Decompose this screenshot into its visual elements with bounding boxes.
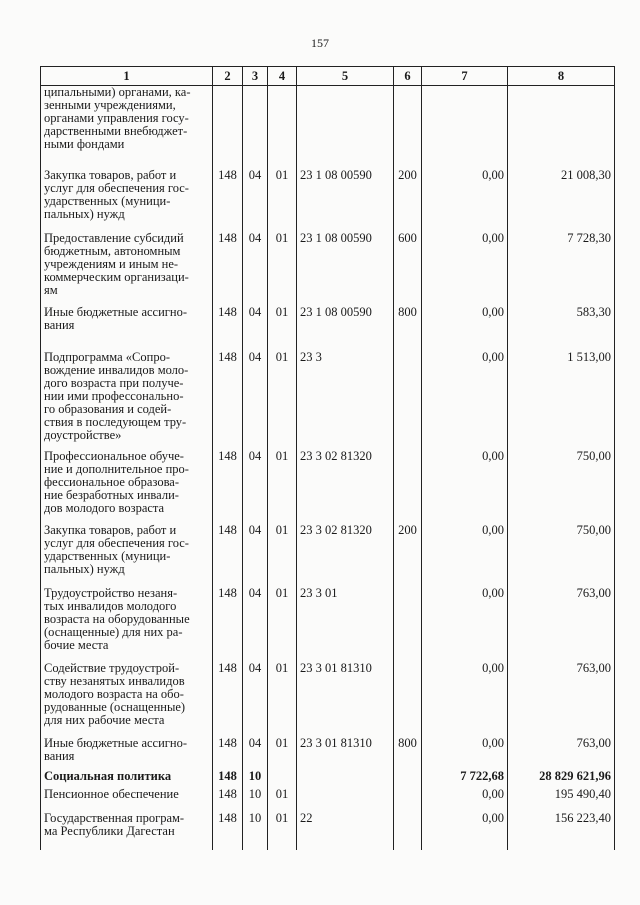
cell-rz: 04 (243, 516, 268, 579)
cell-v7: 0,00 (422, 161, 508, 224)
table-row (41, 86, 615, 161)
cell-v7: 0,00 (422, 808, 508, 850)
cell-pr (268, 764, 297, 785)
cell-rz: 04 (243, 579, 268, 654)
cell-name: Закупка товаров, работ и услуг для обеспечения гос- ударственных (муници- пальных) нужд (41, 516, 213, 579)
cell-rz: 10 (243, 785, 268, 808)
cell-csr: 22 (297, 808, 394, 850)
cell-vr: 200 (394, 161, 422, 224)
cell-gr: 148 (213, 298, 243, 343)
cell-rz: 04 (243, 224, 268, 298)
cell-rz: 04 (243, 343, 268, 442)
cell-v8: 1 513,00 (508, 343, 615, 442)
column-header: 3 (243, 67, 268, 86)
cell-name: Государственная програм- ма Республики Дагестан (41, 808, 213, 850)
table-row (41, 224, 615, 298)
cell-csr (297, 785, 394, 808)
cell-gr: 148 (213, 654, 243, 729)
cell-csr (297, 86, 394, 161)
table-row (41, 579, 615, 654)
cell-vr (394, 785, 422, 808)
cell-gr: 148 (213, 343, 243, 442)
cell-pr (268, 86, 297, 161)
column-header: 1 (41, 67, 213, 86)
cell-pr: 01 (268, 785, 297, 808)
cell-gr: 148 (213, 729, 243, 764)
cell-gr: 148 (213, 516, 243, 579)
budget-table (40, 66, 615, 850)
cell-csr: 23 1 08 00590 (297, 161, 394, 224)
table-row (41, 808, 615, 850)
cell-vr (394, 808, 422, 850)
cell-v8: 21 008,30 (508, 161, 615, 224)
cell-pr: 01 (268, 442, 297, 516)
cell-v7: 0,00 (422, 579, 508, 654)
cell-rz: 10 (243, 808, 268, 850)
cell-gr: 148 (213, 785, 243, 808)
cell-gr: 148 (213, 808, 243, 850)
table-row (41, 729, 615, 764)
cell-csr: 23 1 08 00590 (297, 298, 394, 343)
cell-v7: 0,00 (422, 785, 508, 808)
cell-name: Социальная политика (41, 764, 213, 785)
cell-name: Трудоустройство незаня- тых инвалидов молодого возраста на оборудованные (оснащенные) для них ра- бочие места (41, 579, 213, 654)
table-row (41, 298, 615, 343)
cell-vr (394, 579, 422, 654)
cell-vr (394, 86, 422, 161)
cell-gr: 148 (213, 579, 243, 654)
table-body (41, 86, 615, 850)
table-row (41, 764, 615, 785)
cell-v8 (508, 86, 615, 161)
cell-v7: 0,00 (422, 654, 508, 729)
cell-v8: 763,00 (508, 579, 615, 654)
cell-rz: 04 (243, 729, 268, 764)
cell-pr: 01 (268, 808, 297, 850)
cell-v7: 0,00 (422, 224, 508, 298)
cell-vr (394, 764, 422, 785)
cell-vr: 800 (394, 298, 422, 343)
table-row (41, 654, 615, 729)
cell-gr: 148 (213, 224, 243, 298)
cell-name: Иные бюджетные ассигно- вания (41, 729, 213, 764)
cell-v7: 7 722,68 (422, 764, 508, 785)
cell-v7: 0,00 (422, 442, 508, 516)
cell-pr: 01 (268, 161, 297, 224)
cell-v8: 763,00 (508, 729, 615, 764)
cell-v8: 763,00 (508, 654, 615, 729)
cell-v8: 156 223,40 (508, 808, 615, 850)
cell-gr: 148 (213, 442, 243, 516)
table-row (41, 161, 615, 224)
cell-gr: 148 (213, 161, 243, 224)
cell-vr (394, 343, 422, 442)
cell-rz: 04 (243, 654, 268, 729)
cell-v8: 750,00 (508, 442, 615, 516)
table-row (41, 785, 615, 808)
table-row (41, 442, 615, 516)
cell-name: Профессиональное обуче- ние и дополнительное про- фессиональное образова- ние безработных инвали- дов молодого возраста (41, 442, 213, 516)
cell-v7: 0,00 (422, 516, 508, 579)
column-header: 2 (213, 67, 243, 86)
cell-v8: 28 829 621,96 (508, 764, 615, 785)
cell-vr (394, 654, 422, 729)
cell-rz: 04 (243, 161, 268, 224)
cell-v7: 0,00 (422, 729, 508, 764)
cell-vr: 200 (394, 516, 422, 579)
cell-pr: 01 (268, 298, 297, 343)
column-header: 4 (268, 67, 297, 86)
cell-rz: 04 (243, 298, 268, 343)
cell-csr: 23 3 01 81310 (297, 729, 394, 764)
cell-name: ципальными) органами, ка- зенными учреждениями, органами управления госу- дарственными внебюджет- ными фондами (41, 86, 213, 161)
column-header: 8 (508, 67, 615, 86)
cell-v7 (422, 86, 508, 161)
cell-csr: 23 3 02 81320 (297, 442, 394, 516)
cell-csr: 23 3 01 81310 (297, 654, 394, 729)
cell-name: Предоставление субсидий бюджетным, автономным учреждениям и иным не- коммерческим организаци- ям (41, 224, 213, 298)
cell-v8: 583,30 (508, 298, 615, 343)
cell-v8: 195 490,40 (508, 785, 615, 808)
cell-v8: 7 728,30 (508, 224, 615, 298)
cell-rz: 10 (243, 764, 268, 785)
column-header: 7 (422, 67, 508, 86)
cell-pr: 01 (268, 343, 297, 442)
table-header-row (41, 67, 615, 86)
cell-pr: 01 (268, 224, 297, 298)
cell-csr: 23 3 02 81320 (297, 516, 394, 579)
cell-name: Подпрограмма «Сопро- вождение инвалидов моло- дого возраста при получе- нии ими профессонально- го образования и содей- ствия в последующем тру- доустройстве» (41, 343, 213, 442)
cell-v8: 750,00 (508, 516, 615, 579)
cell-pr: 01 (268, 729, 297, 764)
cell-v7: 0,00 (422, 298, 508, 343)
cell-gr (213, 86, 243, 161)
cell-csr: 23 1 08 00590 (297, 224, 394, 298)
cell-rz: 04 (243, 442, 268, 516)
table-row (41, 343, 615, 442)
cell-pr: 01 (268, 654, 297, 729)
cell-gr: 148 (213, 764, 243, 785)
cell-pr: 01 (268, 579, 297, 654)
cell-name: Закупка товаров, работ и услуг для обеспечения гос- ударственных (муници- пальных) нужд (41, 161, 213, 224)
cell-csr: 23 3 (297, 343, 394, 442)
column-header: 5 (297, 67, 394, 86)
column-header: 6 (394, 67, 422, 86)
cell-csr: 23 3 01 (297, 579, 394, 654)
cell-name: Содействие трудоустрой- ству незанятых инвалидов молодого возраста на обо- рудованные (оснащенные) для них рабочие места (41, 654, 213, 729)
page-number: 157 (311, 36, 329, 50)
cell-pr: 01 (268, 516, 297, 579)
table-row (41, 516, 615, 579)
cell-name: Иные бюджетные ассигно- вания (41, 298, 213, 343)
cell-rz (243, 86, 268, 161)
cell-v7: 0,00 (422, 343, 508, 442)
cell-vr (394, 442, 422, 516)
cell-name: Пенсионное обеспечение (41, 785, 213, 808)
cell-vr: 600 (394, 224, 422, 298)
cell-csr (297, 764, 394, 785)
cell-vr: 800 (394, 729, 422, 764)
